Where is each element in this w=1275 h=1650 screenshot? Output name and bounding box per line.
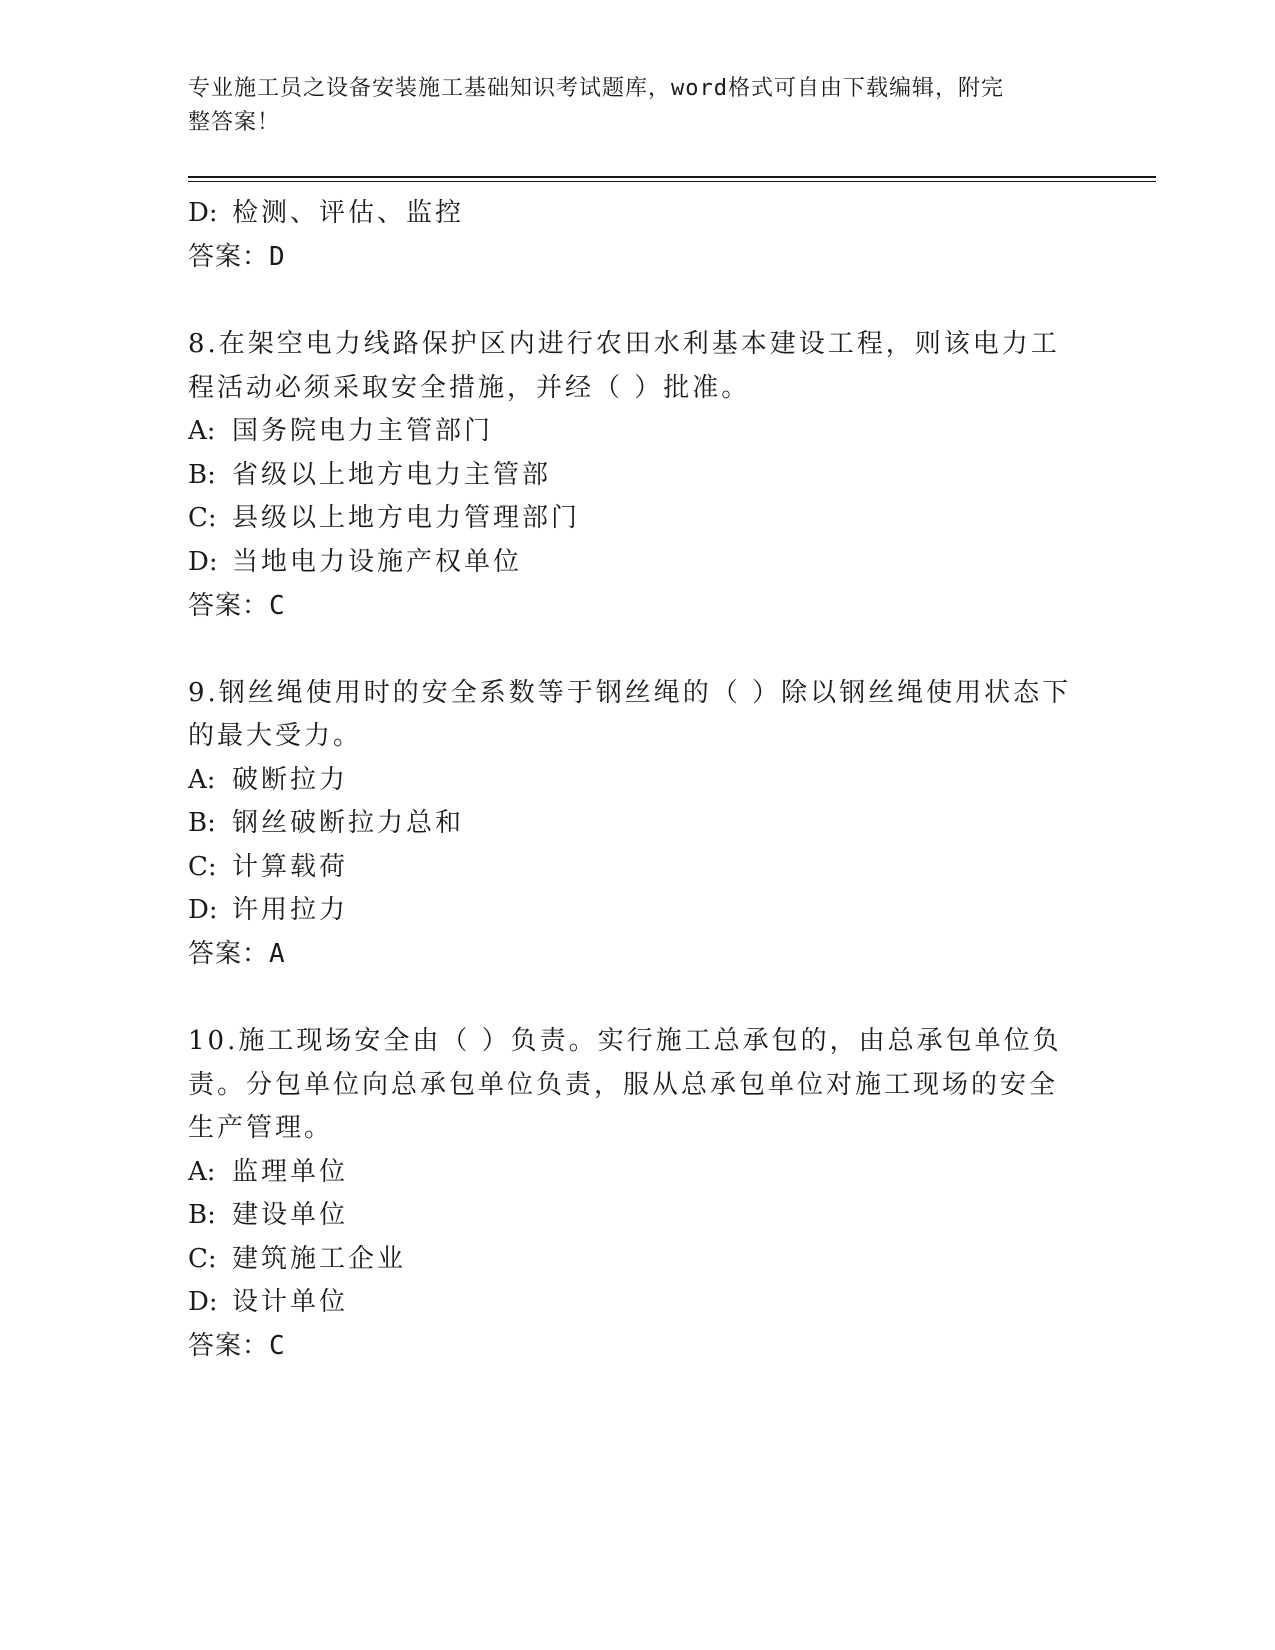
option-letter: B: — [188, 460, 216, 490]
answer-label: 答案： — [188, 1331, 270, 1361]
option-text: 检测、评估、监控 — [232, 198, 465, 228]
answer-value: A — [269, 939, 286, 969]
question-10-line-1: 10.施工现场安全由（ ）负责。实行施工总承包的，由总承包单位负 — [188, 1026, 1062, 1056]
option-text: 钢丝破断拉力总和 — [232, 808, 465, 838]
option-text: 省级以上地方电力主管部 — [232, 460, 552, 490]
answer-value: D — [269, 242, 286, 272]
question-10-line-3: 生产管理。 — [188, 1113, 334, 1143]
question-9-line-2: 的最大受力。 — [188, 721, 363, 751]
option-c — [188, 501, 580, 535]
question-8-line-1: 8.在架空电力线路保护区内进行农田水利基本建设工程，则该电力工 — [188, 329, 1060, 359]
option-a — [188, 414, 493, 448]
option-c — [188, 850, 348, 884]
option-a — [188, 763, 348, 797]
answer-line — [188, 1329, 286, 1363]
header-divider-thin — [188, 181, 1156, 182]
option-text: 县级以上地方电力管理部门 — [232, 503, 581, 533]
option-letter: B: — [188, 808, 216, 838]
header-line-2: 整答案！ — [188, 110, 281, 135]
option-b — [188, 1198, 348, 1232]
option-letter: A: — [188, 765, 216, 795]
answer-label: 答案： — [188, 591, 270, 621]
option-letter: A: — [188, 416, 216, 446]
option-letter: C: — [188, 852, 217, 882]
question-9-line-1: 9.钢丝绳使用时的安全系数等于钢丝绳的（ ）除以钢丝绳使用状态下 — [188, 678, 1072, 708]
option-d — [188, 1285, 348, 1319]
answer-line — [188, 937, 286, 971]
document-header — [188, 72, 1068, 140]
option-letter: D: — [188, 1287, 218, 1317]
option-text: 许用拉力 — [232, 895, 349, 925]
option-letter: A: — [188, 1157, 216, 1187]
option-d — [188, 545, 522, 579]
option-text: 设计单位 — [232, 1287, 349, 1317]
option-text: 建筑施工企业 — [232, 1244, 407, 1274]
answer-label: 答案： — [188, 242, 270, 272]
answer-line — [188, 589, 286, 623]
option-d — [188, 893, 348, 927]
answer-value: C — [269, 591, 286, 621]
option-b — [188, 458, 551, 492]
option-text: 计算载荷 — [232, 852, 349, 882]
option-text: 监理单位 — [232, 1157, 349, 1187]
option-letter: D: — [188, 198, 218, 228]
option-text: 国务院电力主管部门 — [232, 416, 494, 446]
answer-label: 答案： — [188, 939, 270, 969]
option-letter: C: — [188, 503, 217, 533]
option-text: 建设单位 — [232, 1200, 349, 1230]
answer-value: C — [269, 1331, 286, 1361]
option-letter: D: — [188, 547, 218, 577]
question-10-line-2: 责。分包单位向总承包单位负责，服从总承包单位对施工现场的安全 — [188, 1070, 1059, 1100]
option-c — [188, 1242, 406, 1276]
option-text: 破断拉力 — [232, 765, 349, 795]
header-line-1: 专业施工员之设备安装施工基础知识考试题库，word格式可自由下载编辑，附完 — [188, 76, 1004, 101]
option-text: 当地电力设施产权单位 — [232, 547, 523, 577]
option-letter: B: — [188, 1200, 216, 1230]
header-divider-thick — [188, 176, 1156, 178]
option-d — [188, 196, 464, 230]
option-b — [188, 806, 464, 840]
option-letter: D: — [188, 895, 218, 925]
option-letter: C: — [188, 1244, 217, 1274]
option-a — [188, 1155, 348, 1189]
answer-line — [188, 240, 286, 274]
question-8-line-2: 程活动必须采取安全措施，并经（ ）批准。 — [188, 373, 751, 403]
